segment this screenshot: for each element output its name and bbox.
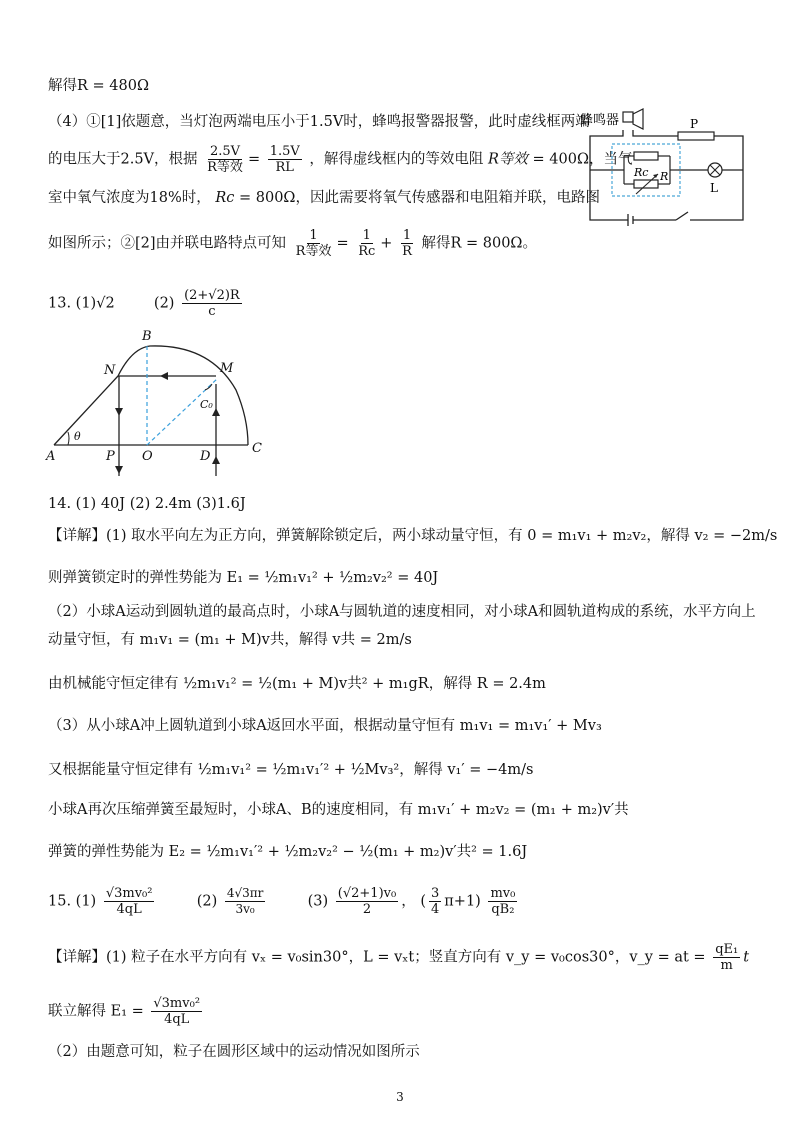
frac-den: 4qL: [164, 1012, 190, 1027]
frac-den: Rc: [358, 244, 376, 259]
answer-line-r480: 解得R = 480Ω: [48, 78, 149, 94]
rc-label: Rc: [634, 166, 649, 179]
arrow-left-top: [160, 372, 168, 380]
fraction-2-5v-over-rdeng: [205, 144, 245, 175]
q13-part1: 13. (1)√2: [48, 295, 115, 312]
qe-over-m-fraction: [713, 942, 740, 973]
fraction-1-over-r: [400, 228, 414, 259]
frac-den: 4: [430, 902, 440, 917]
text-segment: 联立解得 E₁ =: [48, 1003, 149, 1020]
q15-part4-open: (: [420, 893, 426, 910]
q14-answer: 14. (1) 40J (2) 2.4m (3)1.6J: [48, 496, 246, 512]
arrow-down-bottom: [115, 466, 123, 474]
frac-den: R: [402, 244, 412, 259]
p-label: P: [690, 117, 699, 131]
q15-detail-2: [48, 996, 205, 1027]
q14-detail-1: 【详解】(1) 取水平向左为正方向，弹簧解除锁定后，两小球动量守恒，有 0 = m₁v₁ + m₂v₂，解得 v₂ = −2m/s: [48, 528, 778, 544]
q15-part4-close: π+1): [444, 893, 481, 910]
frac-num: mv₀: [490, 886, 516, 901]
q15-part4-fraction: [488, 886, 517, 917]
q15-part4-inner-fraction: [429, 886, 441, 917]
frac-num: 1: [362, 228, 371, 243]
frac-num: 1: [309, 228, 318, 243]
text-segment: ，解得虚线框内的等效电阻: [309, 151, 484, 168]
frac-den: m: [720, 958, 733, 973]
frac-num: (2+√2)R: [184, 288, 240, 303]
q15-answer: 15. (1) $\frac{\text{√3mv₀²}}{4qL}$ (2) $\frac{4√3\pi r}{\text{3v₀}}$ (3) $\frac{\text{(√2+1)v₀}}{2}$ ， ( $\frac{3}{4}$ π+1) $\frac{\text{mv₀}}{\text{qB₂}}$: [48, 886, 516, 917]
frac-num: 3: [430, 886, 440, 901]
frac-num: √3mv₀²: [153, 996, 201, 1011]
q14-detail-6: （3）从小球A冲上圆轨道到小球A返回水平面，根据动量守恒有 m₁v₁ = m₁v₁′ + Mv₃: [48, 718, 602, 734]
text-segment: = 800Ω，因此需要将氧气传感器和电阻箱并联，电路图: [239, 190, 600, 206]
label-m: M: [220, 361, 234, 376]
frac-num: 2.5V: [210, 144, 241, 159]
frac-num: 1: [402, 228, 412, 243]
r-equivalent-symbol: R等效: [487, 151, 528, 168]
label-d: D: [200, 449, 211, 464]
q14-detail-9: 弹簧的弹性势能为 E₂ = ½m₁v₁′² + ½m₂v₂² − ½(m₁ + m₂)v′共² = 1.6J: [48, 844, 528, 860]
r-label: R: [660, 170, 669, 183]
buzzer-label: 蜂鸣器: [580, 113, 620, 128]
arrow-down-left: [115, 408, 123, 416]
label-p: P: [106, 449, 115, 464]
q15-part3-label: (3): [307, 893, 329, 910]
q15-detail-1: [48, 942, 749, 973]
q14-detail-2: 则弹簧锁定时的弹性势能为 E₁ = ½m₁v₁² + ½m₂v₂² = 40J: [48, 570, 439, 586]
q15-part2-fraction: [225, 886, 266, 917]
label-c0: C₀: [200, 398, 213, 411]
q13-optics-diagram: [40, 328, 280, 478]
text-segment: = 400Ω，当气: [532, 151, 633, 168]
label-b: B: [142, 329, 152, 344]
e1-fraction: [151, 996, 202, 1027]
label-c: C: [252, 441, 262, 456]
dashed-construction-lines: [147, 346, 218, 445]
lamp-icon: [708, 163, 722, 177]
frac-den: R等效: [295, 244, 332, 259]
frac-num: qE₁: [715, 942, 739, 957]
text-segment: 解得R = 800Ω。: [421, 235, 537, 252]
frac-den: 3v₀: [235, 902, 255, 916]
label-a: A: [46, 449, 56, 464]
resistor-p: [678, 132, 714, 140]
q12-4-line1: （4）①[1]依题意，当灯泡两端电压小于1.5V时，蜂鸣报警器报警，此时虚线框两端: [48, 114, 590, 130]
q13-part2-label: (2): [153, 295, 175, 312]
label-o: O: [142, 449, 153, 464]
frac-num: 1.5V: [269, 144, 300, 159]
q14-detail-3: （2）小球A运动到圆轨道的最高点时，小球A与圆轨道的速度相同，对小球A和圆轨道构成的系统，水平方向上: [48, 604, 756, 620]
frac-den: c: [208, 304, 216, 319]
fraction-1-over-rc: [356, 228, 377, 259]
frac-den: RL: [275, 160, 294, 175]
text-segment: 如图所示；②[2]由并联电路特点可知: [48, 235, 287, 252]
theta-angle-arc: [68, 432, 69, 445]
text-segment: 室中氧气浓度为18%时，: [48, 190, 211, 206]
label-n: N: [104, 363, 116, 378]
frac-den: R等效: [207, 160, 243, 175]
frac-den: qB₂: [491, 902, 515, 917]
q14-detail-7: 又根据能量守恒定律有 ½m₁v₁² = ½m₁v₁′² + ½Mv₃²，解得 v₁′ = −4m/s: [48, 762, 534, 778]
fraction-1-5v-over-rl: [268, 144, 302, 175]
switch-icon: [676, 212, 688, 220]
label-theta: θ: [74, 430, 81, 443]
q15-part1-fraction: [104, 886, 155, 917]
q15-label: 15. (1): [48, 893, 97, 910]
q12-4-line3: [48, 188, 600, 208]
resistor-box-r: [634, 180, 658, 188]
arrow-up-bottom: [212, 456, 220, 464]
fraction-1-over-rdeng: [294, 228, 334, 259]
buzzer-icon: [623, 109, 643, 129]
frac-den: 2: [362, 902, 372, 917]
resistor-rc: [634, 152, 658, 160]
page-number: 3: [396, 1090, 404, 1104]
text-segment: 【详解】(1) 粒子在水平方向有 vₓ = v₀sin30°，L = vₓt；竖直方向有 v_y = v₀cos30°，v_y = at =: [48, 949, 711, 966]
frac-num: √3mv₀²: [105, 886, 153, 901]
q13-answer: [48, 288, 245, 319]
frac-den: 4qL: [116, 902, 142, 917]
time-symbol: t: [743, 949, 750, 966]
frac-num: 4√3πr: [226, 886, 264, 900]
q15-part3-fraction: [336, 886, 398, 917]
q12-4-line2: 的电压大于2.5V，根据 $\frac{2.5V}{\text{R等效}}$ = $\frac{1.5V}{RL}$ ，解得虚线框内的等效电阻 R等效 = 400Ω，当气: [48, 144, 633, 175]
q15-detail-3: （2）由题意可知，粒子在圆形区域中的运动情况如图所示: [48, 1044, 420, 1060]
q13-fraction: [182, 288, 242, 319]
q14-detail-8: 小球A再次压缩弹簧至最短时，小球A、B的速度相同，有 m₁v₁′ + m₂v₂ = (m₁ + m₂)v′共: [48, 802, 629, 818]
q14-detail-5: 由机械能守恒定律有 ½m₁v₁² = ½(m₁ + M)v共² + m₁gR，解得 R = 2.4m: [48, 676, 546, 692]
buzzer-circuit-diagram: [578, 108, 758, 228]
q14-detail-4: 动量守恒，有 m₁v₁ = (m₁ + M)v共，解得 v共 = 2m/s: [48, 632, 412, 648]
rc-symbol: Rc: [215, 190, 235, 206]
arrow-up-right: [212, 408, 220, 416]
q12-4-line4: 如图所示；②[2]由并联电路特点可知 $\frac{1}{\text{R等效}}$ = $\frac{1}{Rc}$ + $\frac{1}{R}$ 解得R = 800Ω。: [48, 228, 537, 259]
frac-num: (√2+1)v₀: [337, 886, 397, 901]
q15-part2-label: (2): [196, 893, 218, 910]
battery-icon: [628, 214, 633, 226]
text-segment: 的电压大于2.5V，根据: [48, 151, 198, 168]
l-label: L: [710, 181, 718, 195]
